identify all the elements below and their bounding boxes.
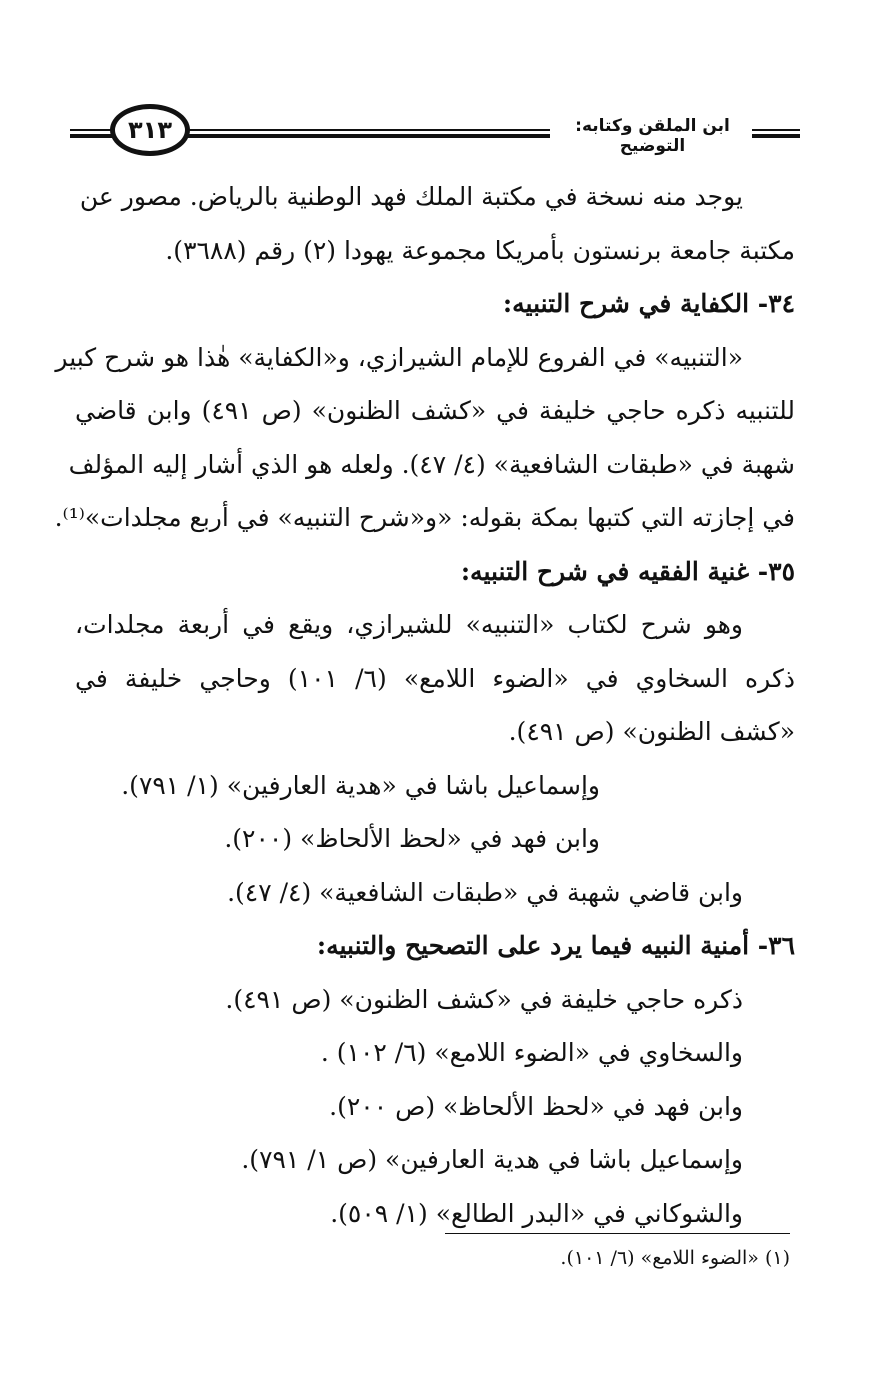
paragraph-line: يوجد منه نسخة في مكتبة الملك فهد الوطنية بالرياض. مصور عن — [79, 182, 743, 211]
reference-entry: والشوكاني في «البدر الطالع» (١/ ٥٠٩). — [330, 1198, 743, 1228]
reference-entry: وابن فهد في «لحظ الألحاظ» (ص ٢٠٠). — [329, 1091, 743, 1121]
reference-entry: ذكره حاجي خليفة في «كشف الظنون» (ص ٤٩١). — [225, 984, 743, 1014]
footnote-rule — [445, 1233, 790, 1234]
reference-entry: وابن فهد في «لحظ الألحاظ» (٢٠٠). — [224, 824, 600, 853]
reference-entry: والسخاوي في «الضوء اللامع» (٦/ ١٠٢) . — [320, 1038, 743, 1067]
page-header — [70, 100, 800, 160]
footnote: (١) «الضوء اللامع» (٦/ ١٠١). — [560, 1247, 790, 1269]
paragraph-line: في إجازته التي كتبها بمكة بقوله: «و«شرح التنبيه» في أربع مجلدات»⁽¹⁾. — [54, 503, 795, 532]
paragraph-line: وهو شرح لكتاب «التنبيه» للشيرازي، ويقع في أربعة مجلدات، — [75, 610, 743, 639]
reference-entry: وابن قاضي شهبة في «طبقات الشافعية» (٤/ ٤٧). — [227, 877, 743, 907]
reference-entry: وإسماعيل باشا في هدية العارفين» (ص ١/ ٧٩١). — [241, 1145, 743, 1174]
body-text — [54, 170, 795, 1240]
section-heading: ٣٤- الكفاية في شرح التنبيه: — [502, 289, 795, 318]
paragraph-line: للتنبيه ذكره حاجي خليفة في «كشف الظنون» (ص ٤٩١) وابن قاضي — [75, 396, 795, 425]
header-rule-right — [752, 129, 800, 138]
section-heading: ٣٦- أمنية النبيه فيما يرد على التصحيح والتنبيه: — [316, 931, 795, 960]
paragraph-line: «كشف الظنون» (ص ٤٩١). — [508, 717, 795, 746]
paragraph-line: ذكره السخاوي في «الضوء اللامع» (٦/ ١٠١) وحاجي خليفة في — [75, 663, 795, 693]
running-title: ابن الملقن وكتابه: التوضيح — [575, 116, 730, 156]
reference-entry: وإسماعيل باشا في «هدية العارفين» (١/ ٧٩١). — [121, 770, 600, 800]
paragraph-line: مكتبة جامعة برنستون بأمريكا مجموعة يهودا (٢) رقم (٣٦٨٨). — [165, 235, 795, 265]
paragraph-line: شهبة في «طبقات الشافعية» (٤/ ٤٧). ولعله هو الذي أشار إليه المؤلف — [68, 449, 795, 479]
page-number: ٣١٣ — [110, 104, 190, 156]
header-rule-middle — [185, 129, 550, 138]
section-heading: ٣٥- غنية الفقيه في شرح التنبيه: — [460, 556, 795, 586]
paragraph-line: «التنبيه» في الفروع للإمام الشيرازي، و«الكفاية» هٰذا هو شرح كبير — [55, 342, 743, 372]
